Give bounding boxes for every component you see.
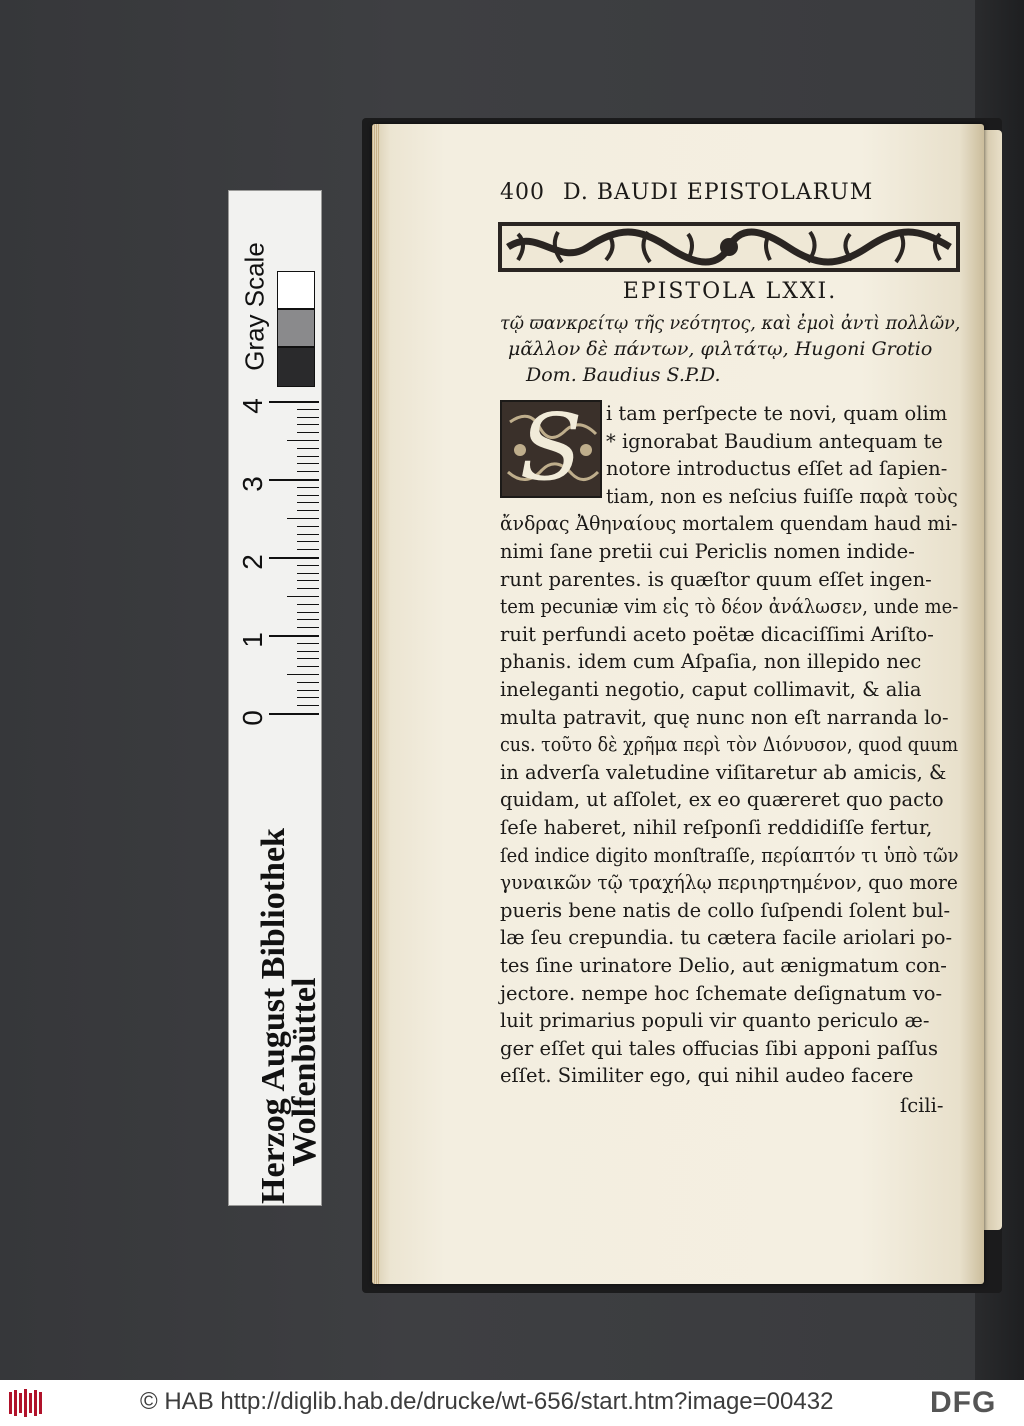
body-text-line: i tam perſpecte te novi, quam olim [606,402,948,425]
ruler-tick [297,651,319,652]
body-text-line: quidam, ut aſſolet, ex eo quæreret quo pacto [500,788,944,812]
ruler-ticks [269,401,321,731]
body-text-line: in adverſa valetudine viſitaretur ab amicis, & [500,760,947,784]
ruler-tick [269,557,319,559]
body-text-line: nimi ſane pretii cui Periclis nomen indide- [500,540,915,563]
ruler-tick [297,541,319,542]
page-number: 400 [500,180,545,205]
ruler-tick [287,596,319,597]
ruler-tick [297,424,319,425]
ruler-tick [297,580,319,581]
ruler-number: 0 [237,710,268,726]
dfg-logo: DFG [930,1386,997,1419]
body-text-line: * ignorabat Baudium antequam te [606,429,943,453]
ruler-tick [297,619,319,620]
address-line: τῷ ϖανκρείτῳ τῆς νεότητος, καὶ ἐμοὶ ἀντὶ πολλῶν, [500,312,961,334]
ruler-tick [297,432,319,433]
ruler-tick [269,401,319,403]
body-text-line: multa patravit, quę nunc non eſt narranda lo- [500,705,949,729]
ruler-tick [297,448,319,449]
gray-swatch-mid [277,309,315,347]
ruler-tick [287,674,319,675]
body-text-line: ineleganti negotio, caput collimavit, & alia [500,678,922,701]
address-line: Dom. Baudius S.P.D. [526,364,721,386]
ruler-tick [297,495,319,496]
gray-swatch-dark [277,347,315,387]
ruler-tick [269,479,319,481]
ruler-tick [297,666,319,667]
ruler-tick [297,409,319,410]
ruler-number: 3 [237,476,268,492]
catchword: ſcili- [900,1094,944,1117]
ruler-tick [297,573,319,574]
body-text-line: pueris bene natis de collo ſuſpendi ſolent bul- [500,898,951,922]
ruler-tick [269,713,319,715]
barcode-style-hab-icon [8,1388,44,1418]
body-text-line: tes ſine urinatore Delio, aut ænigmatum con- [500,954,947,977]
body-text-line: ruit perfundi aceto poëtæ dicaciſſimi Ariſto- [500,622,934,646]
body-text-line: jectore. nempe hoc ſchemate deſignatum vo- [500,981,943,1005]
body-text-line: cus. τοῦτο δὲ χρῆμα περὶ τὸν Διόνυσον, quod quum [500,733,959,757]
gray-scale-text: Gray Scale [239,242,270,371]
body-text-line: eſſet. Similiter ego, qui nihil audeo facere [500,1064,914,1088]
running-head-title: D. BAUDI EPISTOLARUM [563,180,874,205]
ruler-tick [297,417,319,418]
ruler-tick [297,705,319,706]
ruler-tick [287,518,319,519]
ruler-number: 1 [237,632,268,648]
ruler-tick [297,682,319,683]
ruler-number: 4 [237,398,268,414]
body-text-line: γυναικῶν τῷ τραχήλῳ περιηρτημένον, quo more [500,871,958,895]
decorated-initial [500,400,602,498]
ruler-tick [297,471,319,472]
ruler-tick [297,456,319,457]
ruler-tick [297,612,319,613]
ruler-tick [269,635,319,637]
body-text-line: phanis. idem cum Aſpaſia, non illepido nec [500,650,922,674]
ruler-tick [297,658,319,659]
ruler-tick [297,487,319,488]
color-ruler [228,190,322,1206]
ornamental-headpiece [498,222,960,272]
ruler-tick [297,627,319,628]
gray-swatch-white [277,271,315,309]
ruler-tick [287,440,319,441]
address-line: μᾶλλον δὲ πάντων, φιλτάτῳ, Hugoni Grotio [508,338,933,360]
library-name-line-2: Wolfenbüttel [286,977,323,1167]
ruler-tick [297,526,319,527]
epistle-title: EPISTOLA LXXI. [622,279,838,304]
ruler-tick [297,588,319,589]
ruler-tick [297,534,319,535]
ruler-tick [297,549,319,550]
ruler-number: 2 [237,554,268,570]
footer-bar [0,1380,1024,1426]
body-text-line: tiam, non es neſcius fuiſſe παρὰ τοὺς [606,484,958,508]
ruler-tick [297,463,319,464]
ruler-tick [297,690,319,691]
body-text-line: ſed indice digito monſtraſſe, περίαπτόν τι ὑπὸ τῶν [500,843,959,867]
body-text-line: runt parentes. is quæſtor quum eſſet ingen- [500,567,932,591]
body-text-line: ſeſe haberet, nihil reſponſi reddidiſſe fertur, [500,816,933,839]
body-text-line: læ ſeu crepundia. tu cætera facile ariolari po- [500,926,953,950]
footer-source-link[interactable]: © HAB http://diglib.hab.de/drucke/wt-656/start.htm?image=00432 [140,1388,834,1415]
page-gutter-edge [372,124,380,1284]
ruler-tick [297,502,319,503]
body-text-line: notore introductus eſſet ad ſapien- [606,457,948,481]
ruler-tick [297,604,319,605]
body-text-line: ger eſſet qui tales offucias ſibi apponi paſſus [500,1036,938,1060]
body-text-line: tem pecuniæ vim εἰς τὸ δέον ἀνάλωσεν, unde me- [500,595,959,619]
body-text-line: luit primarius populi vir quanto periculo æ- [500,1009,930,1033]
initial-letter: S [519,400,583,498]
ruler-tick [297,643,319,644]
ruler-tick [297,510,319,511]
running-head [500,180,960,205]
ruler-tick [297,697,319,698]
body-text-line: ἄνδρας Ἀθηναίους mortalem quendam haud mi- [500,512,958,536]
ruler-tick [297,565,319,566]
library-name-line-1: Herzog August Bibliothek [255,828,292,1204]
